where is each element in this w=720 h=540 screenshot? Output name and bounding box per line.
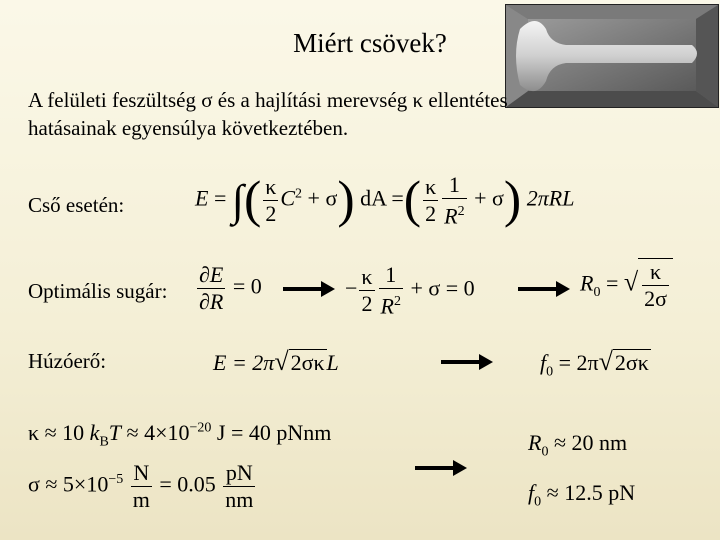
surface-term: 2πRL: [526, 185, 575, 211]
intro-text: A felületi feszültség σ és a hajlítási merevség κ ellentétes hatásainak egyensúlya következtében.: [28, 88, 508, 140]
energy-symbol: E: [195, 185, 209, 211]
area-element: dA =: [360, 185, 404, 211]
arrow-right-1: [283, 287, 323, 291]
label-pulling-force: Húzóerő:: [28, 349, 107, 373]
membrane-tube-illustration: [505, 4, 719, 108]
value-r0: $R_0 \approx 20$ nm: [528, 430, 628, 460]
equation-optimal-radius: $R_0$ = √ $\frac{\kappa}{2\sigma}$: [580, 258, 673, 312]
slide-title: Miért csövek?: [293, 28, 447, 58]
label-optimal-radius: Optimális sugár:: [28, 279, 168, 303]
fraction-kappa-half-2: $\frac{\kappa}{2}$: [425, 174, 437, 227]
plus-sigma: + σ: [307, 185, 338, 211]
equation-derivative: $\frac{\partial E}{\partial R}$ = 0: [199, 262, 262, 314]
value-f0: $f_0 \approx 12.5$ pN: [528, 480, 636, 510]
equation-pulling-force: $f_0 = 2\pi√2\sigma\kappa$: [540, 347, 649, 380]
fraction-kappa-half: $\frac{\kappa}{2}$: [265, 174, 277, 227]
fraction-dE-dR: $\frac{\partial E}{\partial R}$: [199, 262, 224, 314]
value-sigma: $\sigma \approx 5\times 10^{-5}$ $\frac{N}{m}$ = 0.05 $\frac{pN}{nm}$: [28, 460, 254, 512]
arrow-right-3: [441, 360, 481, 364]
integral-sign: ∫: [231, 176, 244, 226]
label-tube: Cső esetén:: [28, 193, 125, 217]
value-kappa: κ ≈ 10 $k_BT \approx 4\times 10^{-20}$ J = 40 pNnm: [28, 420, 332, 450]
fraction-one-over-r2: $\frac{1}{R^2}$: [444, 172, 465, 229]
curvature-symbol: C: [280, 185, 296, 211]
arrow-right-4: [415, 466, 455, 470]
equation-balance: − $\frac{\kappa}{2}$ $\frac{1}{R^2}$ + σ = 0: [345, 262, 475, 319]
arrow-right-2: [518, 287, 558, 291]
equals-sign: =: [213, 185, 227, 211]
equation-tube-energy: E = ∫( $\frac{\kappa}{2}$ $C^2 + \sigma$) dA =( $\frac{\kappa}{2}$ $\frac{1}{R^2}$ + σ) 2πRL: [195, 171, 575, 229]
equation-energy-length: E = 2π√2σκL: [213, 347, 339, 376]
